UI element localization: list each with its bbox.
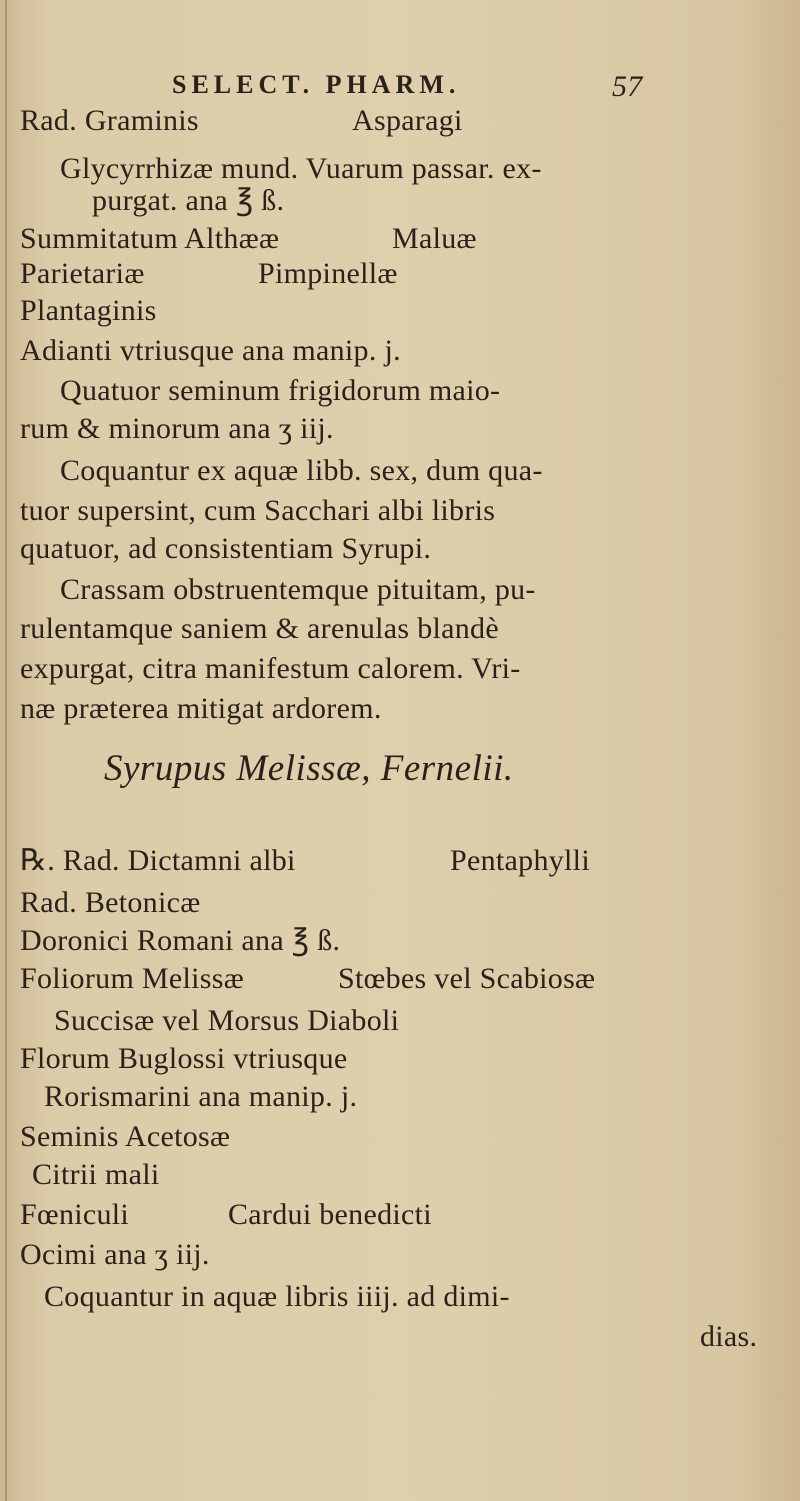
recipe2-line: Rorismarini ana manip. j. xyxy=(44,1080,358,1113)
recipe2-line: dias. xyxy=(700,1320,758,1353)
recipe2-line: Pentaphylli xyxy=(450,844,590,877)
recipe1-line: Summitatum Althææ xyxy=(20,222,280,255)
recipe2-line: Stœbes vel Scabiosæ xyxy=(338,962,596,995)
recipe1-line: purgat. ana ℥ ß. xyxy=(92,184,285,217)
recipe2-line: Succisæ vel Morsus Diaboli xyxy=(54,1004,400,1037)
recipe2-line: Fœniculi xyxy=(20,1198,130,1231)
page-number: 57 xyxy=(612,70,643,103)
recipe1-line: Pimpinellæ xyxy=(258,257,398,290)
recipe1-line: quatuor, ad consistentiam Syrupi. xyxy=(20,532,432,565)
recipe1-line: Quatuor seminum frigidorum maio- xyxy=(60,374,501,407)
running-title: SELECT. PHARM. xyxy=(172,70,461,99)
recipe2-line: Rad. Betonicæ xyxy=(20,886,201,919)
recipe1-line: næ præterea mitigat ardorem. xyxy=(20,692,382,725)
recipe2-line: Coquantur in aquæ libris iiij. ad dimi- xyxy=(44,1280,510,1313)
recipe1-line: Asparagi xyxy=(352,104,463,137)
recipe2-line: Ocimi ana ʒ iij. xyxy=(20,1238,210,1271)
recipe1-line: rum & minorum ana ʒ iij. xyxy=(20,412,334,445)
recipe2-title: Syrupus Melissæ, Fernelii. xyxy=(104,748,514,789)
recipe1-line: expurgat, citra manifestum calorem. Vri- xyxy=(20,652,521,685)
recipe2-line: Florum Buglossi vtriusque xyxy=(20,1042,348,1075)
recipe2-line: Citrii mali xyxy=(32,1158,160,1191)
recipe1-line: rulentamque saniem & arenulas blandè xyxy=(20,612,499,645)
recipe1-line: tuor supersint, cum Sacchari albi libris xyxy=(20,494,496,527)
recipe2-line: Seminis Acetosæ xyxy=(20,1120,231,1153)
recipe2-line: ℞. Rad. Dictamni albi xyxy=(20,844,296,877)
recipe1-line: Parietariæ xyxy=(20,257,145,290)
recipe1-line: Rad. Graminis xyxy=(20,104,199,137)
recipe1-line: Maluæ xyxy=(392,222,477,255)
recipe1-line: Crassam obstruentemque pituitam, pu- xyxy=(60,573,536,606)
recipe2-line: Foliorum Melissæ xyxy=(20,962,244,995)
recipe2-line: Cardui benedicti xyxy=(228,1198,432,1231)
recipe1-line: Glycyrrhizæ mund. Vuarum passar. ex- xyxy=(60,152,542,185)
recipe1-line: Plantaginis xyxy=(20,294,157,327)
recipe2-line: Doronici Romani ana ℥ ß. xyxy=(20,924,341,957)
recipe1-line: Adianti vtriusque ana manip. j. xyxy=(20,334,401,367)
recipe1-line: Coquantur ex aquæ libb. sex, dum qua- xyxy=(60,454,543,487)
